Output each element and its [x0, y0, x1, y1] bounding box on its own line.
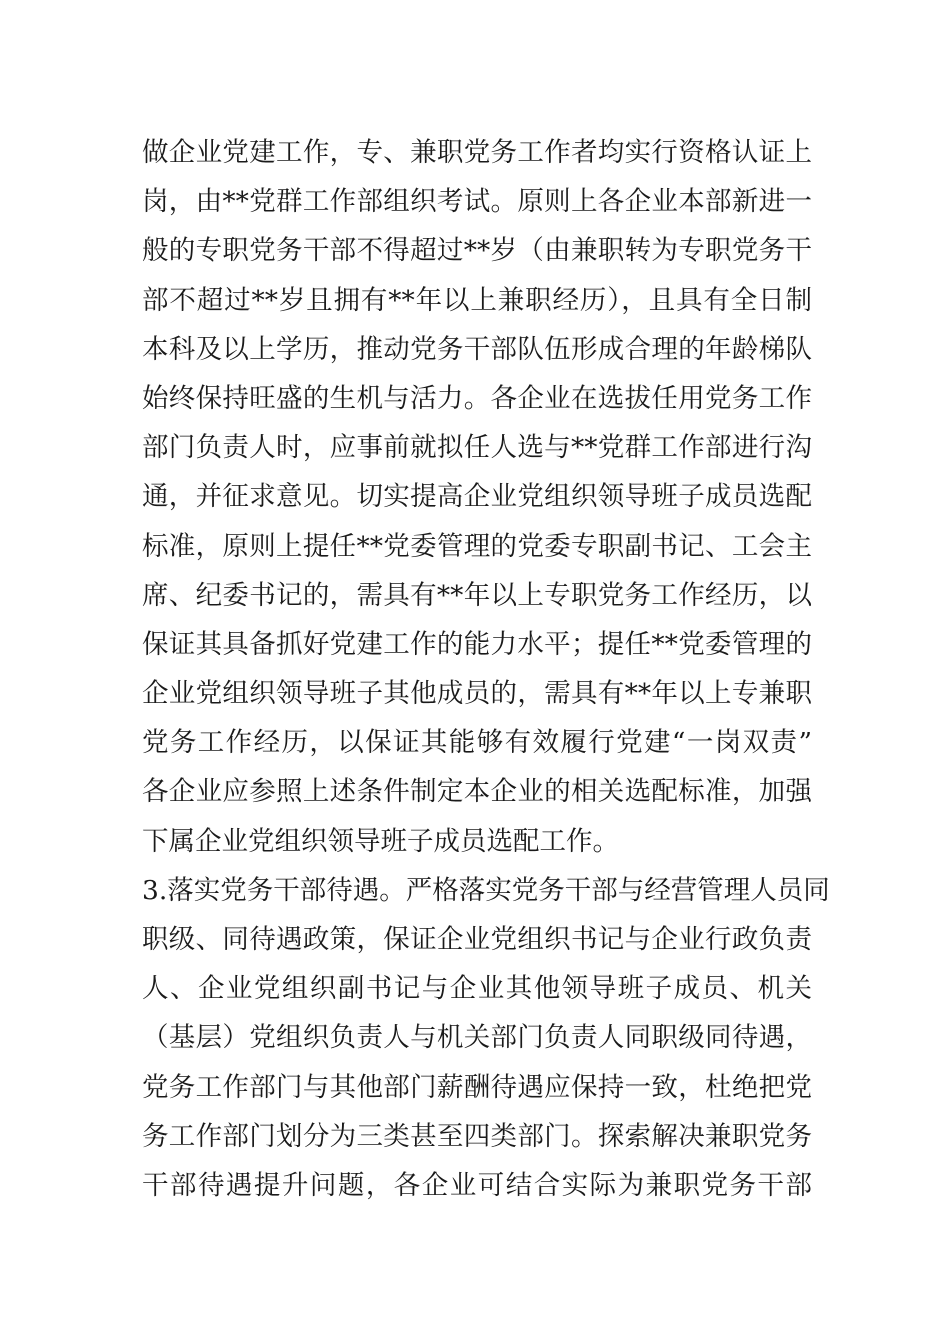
text-line: 部门负责人时，应事前就拟任人选与**党群工作部进行沟: [142, 432, 812, 464]
text-line: 席、纪委书记的，需具有**年以上专职党务工作经历，以: [142, 579, 812, 611]
text-line: 做企业党建工作，专、兼职党务工作者均实行资格认证上: [142, 137, 812, 168]
body-text: [142, 128, 830, 1210]
text-line: 本科及以上学历，推动党务干部队伍形成合理的年龄梯队: [142, 333, 812, 365]
text-line: 人、企业党组织副书记与企业其他领导班子成员、机关: [142, 973, 812, 1005]
text-line: 般的专职党务干部不得超过**岁（由兼职转为专职党务干: [142, 235, 812, 267]
section-heading-line: 3.落实党务干部待遇。严格落实党务干部与经营管理人员同: [142, 874, 830, 906]
text-line: （基层）党组织负责人与机关部门负责人同职级同待遇，: [142, 1022, 812, 1054]
paragraph-end-line: 下属企业党组织领导班子成员选配工作。: [142, 825, 619, 857]
text-line: 岗，由**党群工作部组织考试。原则上各企业本部新进一: [142, 186, 812, 218]
text-line: 党务工作部门与其他部门薪酬待遇应保持一致，杜绝把党: [142, 1071, 812, 1103]
text-line: 党务工作经历，以保证其能够有效履行党建“一岗双责”: [142, 727, 812, 759]
text-line: 企业党组织领导班子其他成员的，需具有**年以上专兼职: [142, 678, 812, 710]
text-line: 保证其具备抓好党建工作的能力水平；提任**党委管理的: [142, 628, 812, 660]
text-line: 标准，原则上提任**党委管理的党委专职副书记、工会主: [142, 530, 812, 562]
text-line: 始终保持旺盛的生机与活力。各企业在选拔任用党务工作: [142, 382, 812, 414]
text-line: 职级、同待遇政策，保证企业党组织书记与企业行政负责: [142, 924, 812, 955]
text-line: 部不超过**岁且拥有**年以上兼职经历），且具有全日制: [142, 284, 812, 316]
text-line: 通，并征求意见。切实提高企业党组织领导班子成员选配: [142, 481, 812, 513]
text-line: 务工作部门划分为三类甚至四类部门。探索解决兼职党务: [142, 1120, 812, 1152]
text-line: 干部待遇提升问题，各企业可结合实际为兼职党务干部: [142, 1169, 812, 1201]
text-line: 各企业应参照上述条件制定本企业的相关选配标准，加强: [142, 776, 812, 808]
